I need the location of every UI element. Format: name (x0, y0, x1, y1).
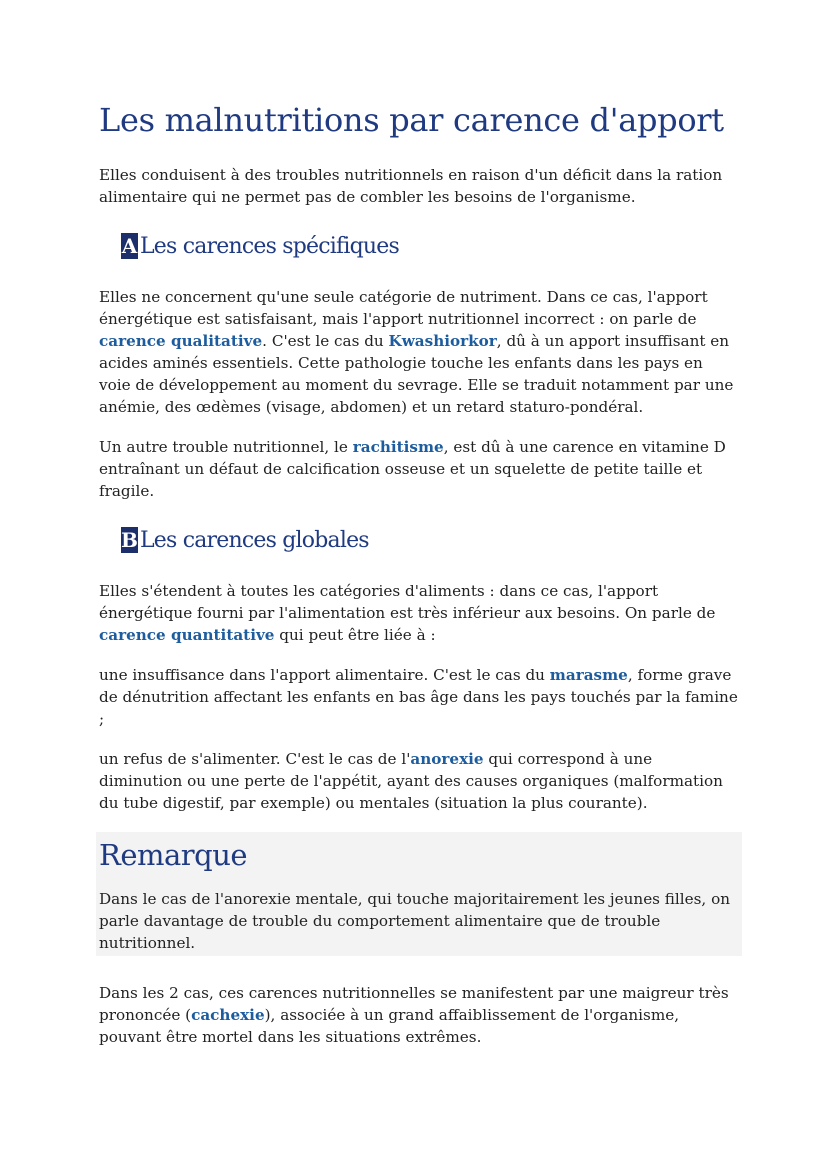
section-b-paragraph-2 (99, 664, 739, 730)
text-run: Un autre trouble nutritionnel, le (99, 438, 353, 456)
text-run: qui correspond à une diminution ou une perte de l'appétit, ayant des causes organiques (malformation du tube digestif, par exemple) ou mentales (situation la plus courante). (99, 750, 723, 812)
text-run: un refus de s'alimenter. C'est le cas de l' (99, 750, 411, 768)
keyword-carence-quantitative: carence quantitative (99, 626, 275, 644)
text-run: . C'est le cas du (262, 332, 389, 350)
keyword-marasme: marasme (549, 666, 628, 684)
keyword-cachexie: cachexie (191, 1006, 265, 1024)
remark-box (96, 832, 742, 956)
text-run: , dû à un apport insuffisant en acides aminés essentiels. Cette pathologie touche les enfants dans les pays en voie de développement au moment du sevrage. Elle se traduit notamment par une anémie, des œdèmes (visage, abdomen) et un retard staturo-pondéral. (99, 332, 734, 416)
text-run: qui peut être liée à : (274, 626, 436, 644)
section-a-paragraph-2 (99, 436, 739, 502)
section-a-letter-badge: A (121, 234, 138, 258)
section-b-paragraph-3 (99, 748, 739, 814)
section-a-title: Les carences spécifiques (140, 233, 399, 259)
section-a-paragraph-1 (99, 286, 739, 418)
text-run: ), associée à un grand affaiblissement de l'organisme, pouvant être mortel dans les situations extrêmes. (99, 1006, 680, 1046)
text-run: Dans les 2 cas, ces carences nutritionnelles se manifestent par une maigreur très prononcée ( (99, 984, 729, 1024)
section-b-title: Les carences globales (140, 527, 369, 553)
text-run: une insuffisance dans l'apport alimentaire. C'est le cas du (99, 666, 550, 684)
section-b-heading (121, 520, 739, 560)
page-title: Les malnutritions par carence d'apport (99, 101, 724, 139)
keyword-anorexie: anorexie (410, 750, 484, 768)
text-run: , forme grave de dénutrition affectant les enfants en bas âge dans les pays touchés par la famine ; (99, 666, 738, 728)
keyword-rachitisme: rachitisme (352, 438, 444, 456)
keyword-carence-qualitative: carence qualitative (99, 332, 263, 350)
document-content (99, 98, 739, 1066)
keyword-kwashiorkor: Kwashiorkor (388, 332, 497, 350)
section-b-paragraph-1 (99, 580, 739, 646)
conclusion-paragraph (99, 982, 739, 1048)
remark-title: Remarque (99, 838, 248, 872)
intro-paragraph: Elles conduisent à des troubles nutritionnels en raison d'un déficit dans la ration alimentaire qui ne permet pas de combler les besoins de l'organisme. (99, 166, 723, 206)
remark-text: Dans le cas de l'anorexie mentale, qui touche majoritairement les jeunes filles, on parle davantage de trouble du comportement alimentaire que de trouble nutritionnel. (99, 890, 731, 952)
section-b-letter-badge: B (121, 528, 138, 552)
text-run: , est dû à une carence en vitamine D entraînant un défaut de calcification osseuse et un squelette de petite taille et fragile. (99, 438, 726, 500)
section-a-heading (121, 226, 739, 266)
text-run: Elles ne concernent qu'une seule catégorie de nutriment. Dans ce cas, l'apport énergétique est satisfaisant, mais l'apport nutritionnel incorrect : on parle de (99, 288, 708, 328)
text-run: Elles s'étendent à toutes les catégories d'aliments : dans ce cas, l'apport énergétique fourni par l'alimentation est très inférieur aux besoins. On parle de (99, 582, 716, 622)
